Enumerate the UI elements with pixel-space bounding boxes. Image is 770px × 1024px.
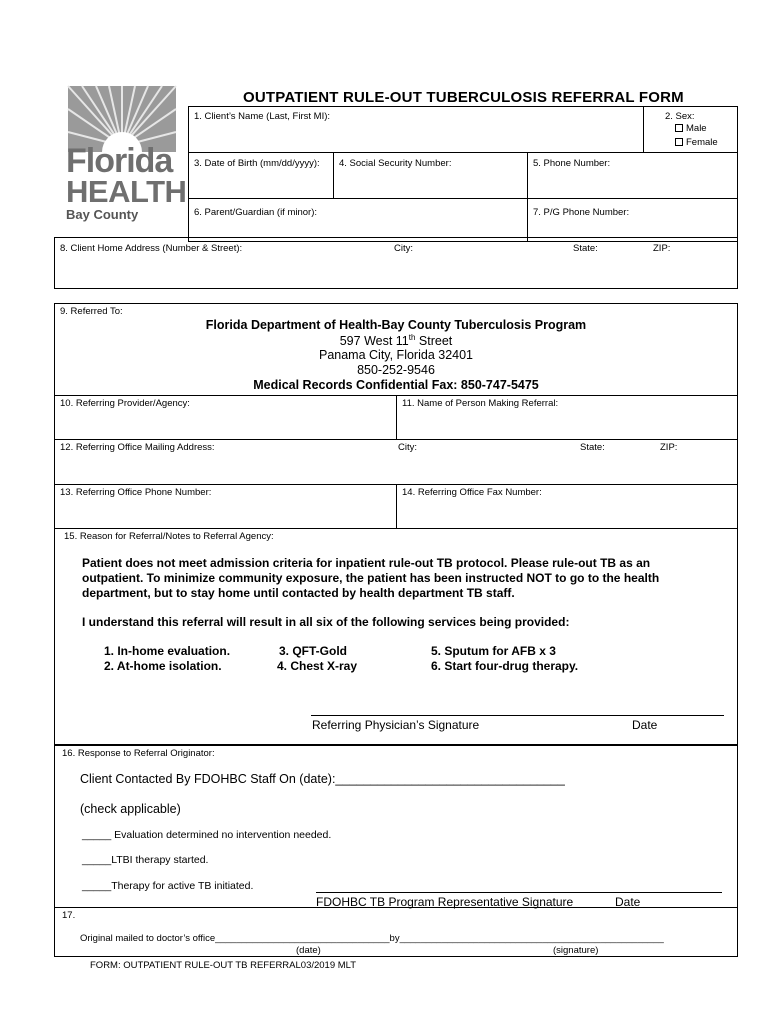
sex-female-option[interactable]: Female bbox=[675, 137, 718, 148]
male-checkbox[interactable] bbox=[675, 124, 683, 132]
sex-label: 2. Sex: bbox=[665, 111, 695, 122]
logo-county: Bay County bbox=[66, 207, 139, 222]
representative-date-label: Date bbox=[615, 895, 641, 909]
phone-label: 5. Phone Number: bbox=[533, 158, 611, 169]
referring-provider-label: 10. Referring Provider/Agency: bbox=[60, 398, 190, 409]
office-fax-label: 14. Referring Office Fax Number: bbox=[402, 487, 542, 498]
service-2: 2. At-home isolation. bbox=[104, 659, 222, 673]
field-17-label: 17. bbox=[62, 910, 76, 921]
service-5: 5. Sputum for AFB x 3 bbox=[431, 644, 556, 658]
referrer-name-label: 11. Name of Person Making Referral: bbox=[402, 398, 559, 409]
service-6: 6. Start four-drug therapy. bbox=[431, 659, 579, 673]
female-checkbox[interactable] bbox=[675, 138, 683, 146]
office-zip-label: ZIP: bbox=[660, 442, 678, 453]
physician-date-label: Date bbox=[632, 718, 658, 732]
client-zip-label: ZIP: bbox=[653, 243, 671, 254]
response-label: 16. Response to Referral Originator: bbox=[62, 748, 215, 759]
mailed-signature-caption: (signature) bbox=[553, 945, 599, 956]
service-4: 4. Chest X-ray bbox=[277, 659, 358, 673]
contacted-line[interactable]: Client Contacted By FDOHBC Staff On (date):_________________________________ bbox=[80, 772, 565, 786]
ssn-label: 4. Social Security Number: bbox=[339, 158, 452, 169]
client-name-label: 1. Client’s Name (Last, First MI): bbox=[194, 111, 331, 122]
physician-signature-line[interactable] bbox=[311, 715, 724, 716]
client-address-label: 8. Client Home Address (Number & Street): bbox=[60, 243, 243, 254]
reason-line-1: Patient does not meet admission criteria for inpatient rule-out TB protocol. Please rule-out TB as an bbox=[82, 556, 651, 570]
office-phone-label: 13. Referring Office Phone Number: bbox=[60, 487, 212, 498]
office-city-label: City: bbox=[398, 442, 417, 453]
program-fax: Medical Records Confidential Fax: 850-747-5475 bbox=[253, 378, 539, 392]
reason-label: 15. Reason for Referral/Notes to Referral Agency: bbox=[64, 531, 274, 542]
logo-word-florida: Florida bbox=[66, 142, 173, 180]
logo-word-health: HEALTH bbox=[66, 174, 187, 209]
option-no-intervention[interactable]: _____ Evaluation determined no intervention needed. bbox=[82, 829, 332, 841]
representative-signature-label: FDOHBC TB Program Representative Signature bbox=[316, 895, 574, 909]
florida-health-logo bbox=[62, 84, 187, 224]
mailed-line[interactable]: Original mailed to doctor’s office_________________________________by__________________________________________________ bbox=[80, 933, 664, 944]
service-3: 3. QFT-Gold bbox=[279, 644, 347, 658]
services-intro: I understand this referral will result in all six of the following services being provided: bbox=[82, 615, 570, 629]
client-info-box bbox=[188, 106, 738, 242]
program-phone: 850-252-9546 bbox=[357, 363, 435, 377]
sex-male-option[interactable]: Male bbox=[675, 123, 707, 134]
representative-signature-line[interactable] bbox=[316, 892, 722, 893]
form-title: OUTPATIENT RULE-OUT TUBERCULOSIS REFERRAL FORM bbox=[243, 89, 684, 106]
referred-to-label: 9. Referred To: bbox=[60, 306, 123, 317]
reason-line-2: outpatient. To minimize community exposure, the patient has been instructed NOT to go to the health bbox=[82, 571, 660, 585]
program-name: Florida Department of Health-Bay County Tuberculosis Program bbox=[205, 318, 587, 332]
program-city: Panama City, Florida 32401 bbox=[318, 348, 474, 362]
dob-label: 3. Date of Birth (mm/dd/yyyy): bbox=[194, 158, 320, 169]
mailed-date-caption: (date) bbox=[296, 945, 321, 956]
check-applicable: (check applicable) bbox=[80, 802, 181, 816]
guardian-label: 6. Parent/Guardian (if minor): bbox=[194, 207, 318, 218]
office-address-label: 12. Referring Office Mailing Address: bbox=[60, 442, 215, 453]
service-1: 1. In-home evaluation. bbox=[104, 644, 231, 658]
reason-line-3: department, but to stay home until contacted by health department TB staff. bbox=[82, 586, 515, 600]
guardian-phone-label: 7. P/G Phone Number: bbox=[533, 207, 630, 218]
client-state-label: State: bbox=[573, 243, 598, 254]
office-state-label: State: bbox=[580, 442, 605, 453]
program-street: 597 West 11th Street bbox=[339, 333, 453, 349]
option-active-tb-therapy[interactable]: _____Therapy for active TB initiated. bbox=[82, 880, 254, 892]
form-footer: FORM: OUTPATIENT RULE-OUT TB REFERRAL03/2019 MLT bbox=[90, 960, 357, 971]
option-ltbi-therapy[interactable]: _____LTBI therapy started. bbox=[82, 854, 209, 866]
client-city-label: City: bbox=[394, 243, 413, 254]
physician-signature-label: Referring Physician’s Signature bbox=[312, 718, 480, 732]
